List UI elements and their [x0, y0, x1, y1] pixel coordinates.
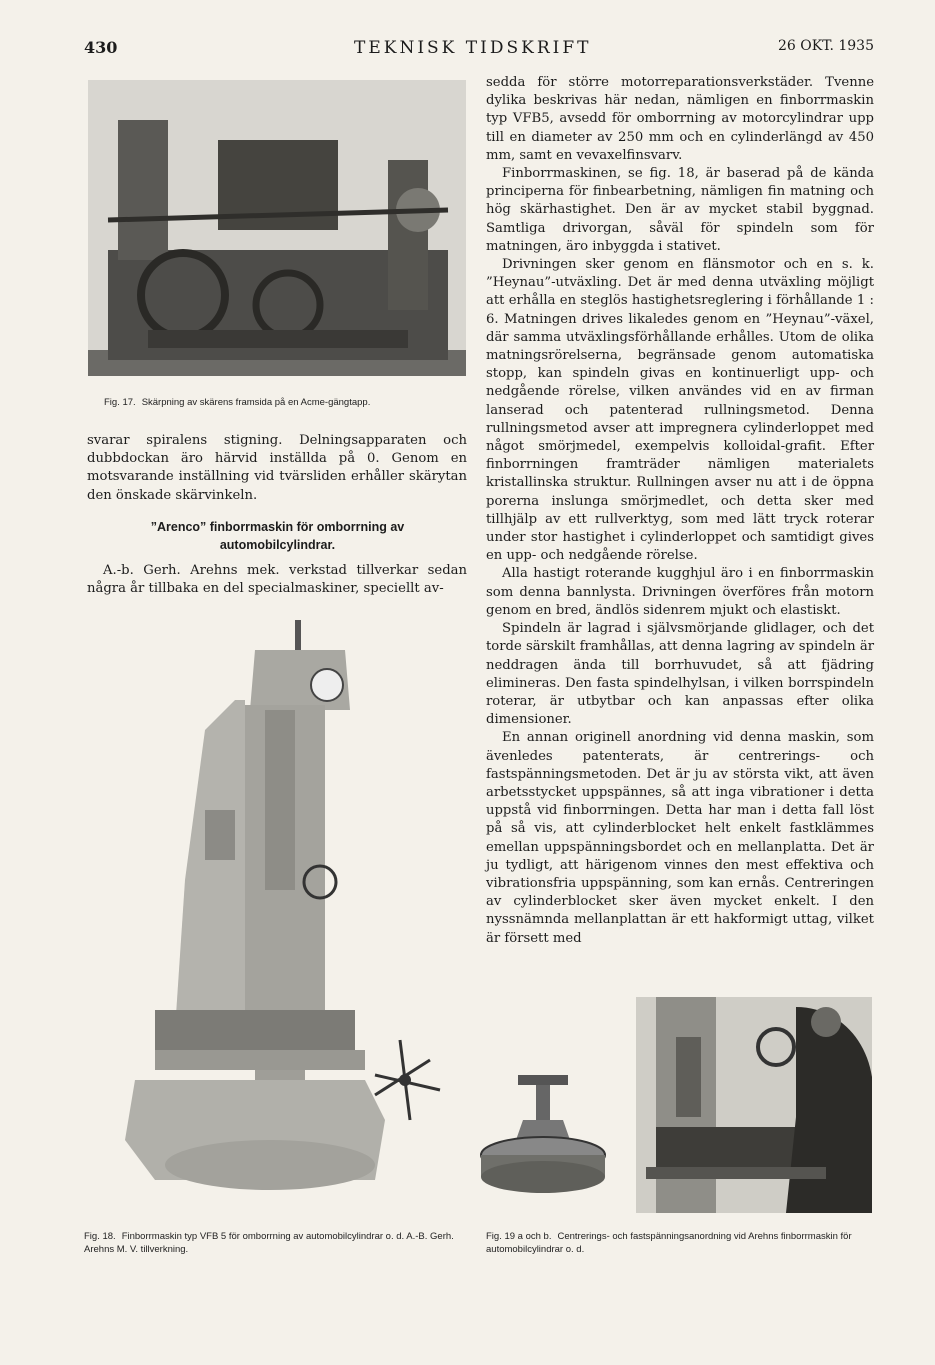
section-heading: ”Arenco” finborrmaskin för omborrning av automobilcylindrar.: [150, 520, 405, 552]
fig18-photo: [95, 620, 475, 1215]
page-header: [84, 38, 874, 62]
fig19b-photo: [636, 997, 872, 1213]
issue-date: 26 OKT. 1935: [777, 38, 874, 54]
left-column-intro: [87, 432, 467, 505]
fig17-caption-text: Skärpning av skärens framsida på en Acme-gängtapp.: [141, 397, 371, 408]
fig19a-photo: [478, 1045, 633, 1210]
right-paragraph-5: Spindeln är lagrad i självsmörjande glidlager, och det torde särskilt framhållas, att denna lagring av spindeln är neddragen ända till borrhuvudet, så att fjädring elimineras. Den fasta spindelhylsan, i vilken borrspindeln roterar, är utbytbar och kan anpassas efter olika dimensioner.: [486, 621, 874, 728]
right-paragraph-6: En annan originell anordning vid denna maskin, som ävenledes patenterats, är centrerings- och fastspänningsmetoden. Det är ju av största vikt, att även arbetsstycket uppspännes, så att inga vibrationer i detta uppstå vid finborrningen. Detta har man i detta fall löst på så vis, att cylinderblocket helt enkelt fastklämmes emellan uppspänningsbordet och en mellanplatta. Det är ju tydligt, att härigenom vinnes den mest effektiva och vibrationsfria uppspänning, som kan ernås. Centreringen av cylinderblocket sker även mycket enkelt. I den nyssnämnda mellanplattan är ett hakformigt uttag, vilket är försett med: [486, 730, 874, 946]
journal-title: TEKNISK TIDSKRIFT: [354, 38, 592, 58]
fig19-caption-text: Centrerings- och fastspänningsanordning vid Arehns finborrmaskin för automobilcylindrar o. d.: [486, 1231, 852, 1255]
page-number: 430: [84, 38, 118, 57]
fig17-label: Fig. 17.: [104, 397, 136, 408]
fig17-photo: [88, 80, 466, 376]
right-paragraph-1: sedda för större motorreparationsverkstäder. Tvenne dylika beskrivas här nedan, nämligen en finborrmaskin typ VFB5, avsedd för omborrning av motorcylindrar upp till en diameter av 250 mm och en cylinderlängd av 450 mm, samt en vevaxelfinsvarv.: [486, 75, 874, 163]
fig17-caption: [104, 396, 464, 409]
right-paragraph-3: Drivningen sker genom en flänsmotor och en s. k. ”Heynau”-utväxling. Det är med denna utväxling möjligt att erhålla en steglös hastighetsreglering i förhållande 1 : 6. Matningen drives likaledes genom en ”Heynau”-växel, där samma utväxlingsförhållande erhålles. Utom de olika matningsrörelserna, begränsade genom automatiska stopp, kan spindeln givas en kontinuerligt upp- och nedgående rörelse, vilken användes vid en av firman lanserad och patenterad rullningsmetod. Denna rullningsmetod avser att impregnera cylinderloppet med något smörjmedel, exempelvis kolloidal-grafit. Efter finborrningen framträder nämligen materialets kristallinska struktur. Rullningen avser nu att i de öppna porerna inslunga smörjmedlet, och detta sker med tillhjälp av ett rullverktyg, som med lätt tryck roterar under stor hastighet i cylinderloppet och samtidigt gives en upp- och nedgående rörelse.: [486, 257, 874, 564]
left-paragraph-1: svarar spiralens stigning. Delningsapparaten och dubbdockan äro härvid inställda på 0. Genom en motsvarande inställning vid tvärsliden erhåller skärytan den önskade skärvinkeln.: [87, 433, 467, 503]
fig18-label: Fig. 18.: [84, 1231, 116, 1242]
right-paragraph-2: Finborrmaskinen, se fig. 18, är baserad på de kända principerna för finbearbetning, nämligen fin matning och hög skärhastighet. Den är av mycket stabil byggnad. Samtliga drivorgan, såväl för spindeln som för matningen, äro inbyggda i stativet.: [486, 166, 874, 254]
left-paragraph-2: A.-b. Gerh. Arehns mek. verkstad tillverkar sedan några år tillbaka en del specialmaskiner, speciellt av-: [87, 563, 467, 597]
fig18-caption-text: Finborrmaskin typ VFB 5 för omborrning av automobilcylindrar o. d. A.-B. Gerh. Arehns M. V. tillverkning.: [84, 1231, 454, 1255]
fig19-label: Fig. 19 a och b.: [486, 1231, 552, 1242]
fig19-caption: [486, 1230, 876, 1256]
right-paragraph-4: Alla hastigt roterande kugghjul äro i en finborrmaskin som denna bannlysta. Drivningen överföres från motorn genom en bred, ändlös sidenrem mjukt och elastiskt.: [486, 566, 874, 618]
right-column: [486, 74, 874, 948]
left-column-body: [87, 562, 467, 598]
fig18-caption: [84, 1230, 474, 1256]
